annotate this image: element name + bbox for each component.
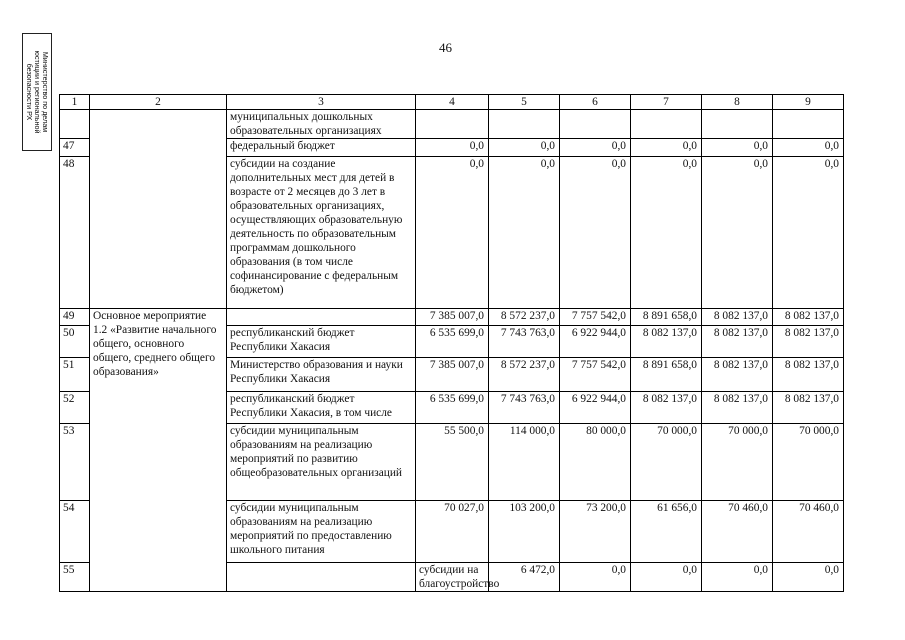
value-cell: 6 922 944,0 <box>560 326 631 358</box>
value-cell: 8 082 137,0 <box>631 392 702 424</box>
header-cell: 3 <box>227 95 416 110</box>
value-cell: 0,0 <box>702 563 773 592</box>
value-cell <box>560 110 631 139</box>
value-cell: 0,0 <box>631 563 702 592</box>
value-cell: 0,0 <box>631 139 702 157</box>
value-cell: 70 000,0 <box>773 424 844 501</box>
row-number: 48 <box>60 157 90 309</box>
value-cell: 0,0 <box>773 563 844 592</box>
value-cell: 0,0 <box>631 157 702 309</box>
value-cell: 70 000,0 <box>702 424 773 501</box>
stamp-line: безопасности РХ <box>25 63 34 121</box>
value-cell: 80 000,0 <box>560 424 631 501</box>
source-cell: субсидии на благоустройство <box>416 563 489 592</box>
header-cell: 6 <box>560 95 631 110</box>
value-cell: 7 385 007,0 <box>416 358 489 392</box>
row-number: 47 <box>60 139 90 157</box>
header-cell: 5 <box>489 95 560 110</box>
value-cell: 0,0 <box>489 157 560 309</box>
header-cell: 7 <box>631 95 702 110</box>
value-cell: 73 200,0 <box>560 501 631 563</box>
source-cell: Министерство образования и науки Республики Хакасия <box>227 358 416 392</box>
row-number: 55 <box>60 563 90 592</box>
page-number: 46 <box>439 40 452 55</box>
stamp-line: Министерство по делам <box>41 51 50 133</box>
value-cell: 6 535 699,0 <box>416 392 489 424</box>
value-cell: 8 082 137,0 <box>702 309 773 326</box>
value-cell: 0,0 <box>773 157 844 309</box>
row-number <box>60 110 90 139</box>
value-cell: 8 082 137,0 <box>702 326 773 358</box>
value-cell: 7 385 007,0 <box>416 309 489 326</box>
value-cell: 55 500,0 <box>416 424 489 501</box>
value-cell: 8 891 658,0 <box>631 358 702 392</box>
header-cell: 9 <box>773 95 844 110</box>
measure-label: Основное мероприятие 1.2 «Развитие начального общего, основного общего, среднего общего образования» <box>90 309 227 592</box>
value-cell: 70 460,0 <box>702 501 773 563</box>
row-number: 49 <box>60 309 90 326</box>
value-cell: 61 656,0 <box>631 501 702 563</box>
source-cell: федеральный бюджет <box>227 139 416 157</box>
source-cell: субсидии на создание дополнительных мест для детей в возрасте от 2 месяцев до 3 лет в образовательных организациях, осуществляющих образовательную деятельность по образовательным программам дошкольного образования (в том числе софинансирование с федеральным бюджетом) <box>227 157 416 309</box>
value-cell: 8 082 137,0 <box>773 358 844 392</box>
value-cell: 103 200,0 <box>489 501 560 563</box>
value-cell: 70 460,0 <box>773 501 844 563</box>
stamp-text <box>25 36 49 148</box>
value-cell: 0,0 <box>702 157 773 309</box>
header-cell: 1 <box>60 95 90 110</box>
source-cell: республиканский бюджет Республики Хакасия, в том числе <box>227 392 416 424</box>
value-cell: 8 891 658,0 <box>631 309 702 326</box>
row-number: 54 <box>60 501 90 563</box>
value-cell: 7 757 542,0 <box>560 309 631 326</box>
source-cell <box>227 309 416 326</box>
value-cell: 0,0 <box>773 139 844 157</box>
value-cell <box>416 110 489 139</box>
table-header-row <box>60 95 844 110</box>
header-cell: 8 <box>702 95 773 110</box>
header-cell: 4 <box>416 95 489 110</box>
value-cell: 70 027,0 <box>416 501 489 563</box>
value-cell: 70 000,0 <box>631 424 702 501</box>
value-cell: 6 922 944,0 <box>560 392 631 424</box>
empty-cell <box>90 110 227 309</box>
registration-stamp <box>22 33 52 151</box>
source-cell: республиканский бюджет Республики Хакасия <box>227 326 416 358</box>
value-cell <box>702 110 773 139</box>
value-cell: 8 082 137,0 <box>702 358 773 392</box>
value-cell: 8 082 137,0 <box>702 392 773 424</box>
table-row <box>60 309 844 326</box>
value-cell: 8 572 237,0 <box>489 358 560 392</box>
value-cell: 6 472,0 <box>489 563 560 592</box>
row-number: 52 <box>60 392 90 424</box>
value-cell: 0,0 <box>560 139 631 157</box>
value-cell <box>489 110 560 139</box>
value-cell: 7 743 763,0 <box>489 392 560 424</box>
row-number: 50 <box>60 326 90 358</box>
value-cell: 8 082 137,0 <box>773 309 844 326</box>
value-cell: 0,0 <box>560 563 631 592</box>
value-cell: 0,0 <box>702 139 773 157</box>
header-cell: 2 <box>90 95 227 110</box>
empty-cell <box>227 563 416 592</box>
value-cell: 0,0 <box>560 157 631 309</box>
source-cell: муниципальных дошкольных образовательных организациях <box>227 110 416 139</box>
value-cell: 7 757 542,0 <box>560 358 631 392</box>
value-cell: 0,0 <box>489 139 560 157</box>
value-cell: 6 535 699,0 <box>416 326 489 358</box>
source-cell: субсидии муниципальным образованиям на реализацию мероприятий по развитию общеобразовательных организаций <box>227 424 416 501</box>
stamp-line: юстиции и региональной <box>33 50 42 134</box>
source-cell: субсидии муниципальным образованиям на реализацию мероприятий по предоставлению школьного питания <box>227 501 416 563</box>
value-cell <box>773 110 844 139</box>
value-cell: 7 743 763,0 <box>489 326 560 358</box>
value-cell: 8 572 237,0 <box>489 309 560 326</box>
budget-table <box>59 94 844 592</box>
value-cell: 8 082 137,0 <box>773 326 844 358</box>
value-cell: 8 082 137,0 <box>631 326 702 358</box>
row-number: 53 <box>60 424 90 501</box>
row-number: 51 <box>60 358 90 392</box>
value-cell: 8 082 137,0 <box>773 392 844 424</box>
value-cell <box>631 110 702 139</box>
value-cell: 0,0 <box>416 139 489 157</box>
value-cell: 0,0 <box>416 157 489 309</box>
value-cell: 114 000,0 <box>489 424 560 501</box>
table-row <box>60 110 844 139</box>
